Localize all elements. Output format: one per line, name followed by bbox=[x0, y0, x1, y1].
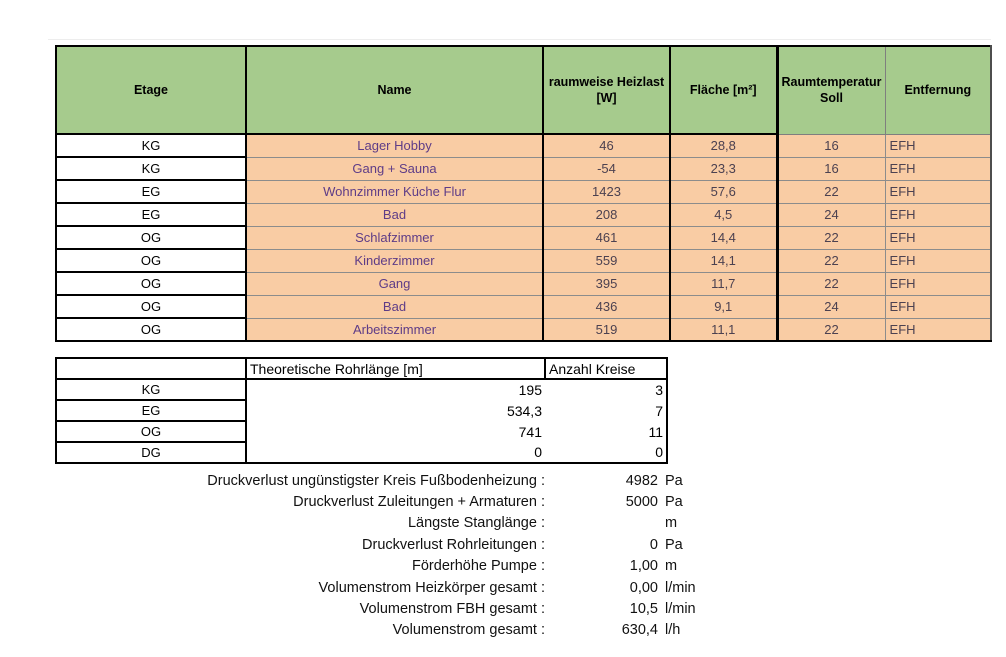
entfernung-cell[interactable]: EFH bbox=[885, 157, 991, 180]
table-row bbox=[56, 421, 667, 442]
summary-unit: l/min bbox=[665, 601, 696, 618]
name-cell[interactable]: Schlafzimmer bbox=[246, 226, 543, 249]
pipe-length-table bbox=[55, 357, 668, 464]
kreise-cell[interactable]: 7 bbox=[655, 402, 663, 419]
summary-label[interactable]: Druckverlust ungünstigster Kreis Fußbodenheizung : bbox=[207, 472, 545, 489]
col-header-name[interactable]: Name bbox=[246, 46, 543, 134]
heizlast-cell[interactable]: 395 bbox=[543, 272, 670, 295]
entfernung-cell[interactable]: EFH bbox=[885, 272, 991, 295]
raumtemperatur-cell[interactable]: 16 bbox=[777, 134, 885, 157]
heizlast-cell[interactable]: 436 bbox=[543, 295, 670, 318]
table-row bbox=[56, 379, 667, 400]
name-cell[interactable]: Gang bbox=[246, 272, 543, 295]
list-item bbox=[0, 620, 800, 641]
entfernung-cell[interactable]: EFH bbox=[885, 203, 991, 226]
etage-cell[interactable]: OG bbox=[56, 249, 246, 272]
flaeche-cell[interactable]: 11,7 bbox=[670, 272, 777, 295]
entfernung-cell[interactable]: EFH bbox=[885, 295, 991, 318]
name-cell[interactable]: Arbeitszimmer bbox=[246, 318, 543, 341]
list-item bbox=[0, 534, 800, 555]
rohrlaenge-cell[interactable]: 0 bbox=[534, 444, 542, 460]
col-header-heizlast[interactable]: raumweise Heizlast [W] bbox=[543, 46, 670, 134]
flaeche-cell[interactable]: 57,6 bbox=[670, 180, 777, 203]
etage-cell[interactable]: OG bbox=[56, 226, 246, 249]
summary-label[interactable]: Förderhöhe Pumpe : bbox=[412, 558, 545, 575]
col-header-etage[interactable]: Etage bbox=[56, 46, 246, 134]
table-row bbox=[56, 400, 667, 421]
flaeche-cell[interactable]: 9,1 bbox=[670, 295, 777, 318]
summary-value[interactable]: 10,5 bbox=[629, 601, 658, 618]
etage-cell[interactable]: OG bbox=[56, 295, 246, 318]
flaeche-cell[interactable]: 14,4 bbox=[670, 226, 777, 249]
etage-cell[interactable]: EG bbox=[56, 180, 246, 203]
summary-label[interactable]: Längste Stanglänge : bbox=[407, 515, 545, 532]
name-cell[interactable]: Kinderzimmer bbox=[246, 249, 543, 272]
etage-cell[interactable]: EG bbox=[56, 400, 246, 421]
pipe-corner-cell[interactable] bbox=[56, 358, 246, 379]
heizlast-cell[interactable]: 46 bbox=[543, 134, 670, 157]
heizlast-cell[interactable]: 519 bbox=[543, 318, 670, 341]
summary-unit: l/min bbox=[665, 579, 696, 596]
raumtemperatur-cell[interactable]: 24 bbox=[777, 203, 885, 226]
etage-cell[interactable]: KG bbox=[56, 157, 246, 180]
flaeche-cell[interactable]: 14,1 bbox=[670, 249, 777, 272]
page-top-divider bbox=[48, 39, 991, 40]
rohrlaenge-cell[interactable]: 195 bbox=[518, 382, 542, 398]
entfernung-cell[interactable]: EFH bbox=[885, 249, 991, 272]
etage-cell[interactable]: OG bbox=[56, 421, 246, 442]
table-row bbox=[56, 180, 991, 203]
col-header-anzahl-kreise[interactable]: Anzahl Kreise bbox=[545, 358, 667, 379]
rohrlaenge-cell[interactable]: 534,3 bbox=[506, 402, 542, 419]
summary-unit: Pa bbox=[665, 472, 683, 489]
entfernung-cell[interactable]: EFH bbox=[885, 180, 991, 203]
summary-label[interactable]: Volumenstrom gesamt : bbox=[392, 622, 545, 639]
name-cell[interactable]: Lager Hobby bbox=[246, 134, 543, 157]
entfernung-cell[interactable]: EFH bbox=[885, 226, 991, 249]
summary-unit: Pa bbox=[665, 494, 683, 511]
etage-cell[interactable]: OG bbox=[56, 272, 246, 295]
flaeche-cell[interactable]: 23,3 bbox=[670, 157, 777, 180]
summary-value[interactable]: 1,00 bbox=[629, 558, 658, 575]
summary-unit: l/h bbox=[665, 622, 681, 639]
list-item bbox=[0, 470, 800, 491]
table-row bbox=[56, 134, 991, 157]
summary-value[interactable]: 0 bbox=[649, 536, 658, 553]
summary-unit: m bbox=[665, 558, 678, 575]
table-row bbox=[56, 272, 991, 295]
raumtemperatur-cell[interactable]: 22 bbox=[777, 318, 885, 341]
kreise-cell[interactable]: 0 bbox=[655, 444, 663, 460]
etage-cell[interactable]: KG bbox=[56, 134, 246, 157]
summary-unit: Pa bbox=[665, 536, 683, 553]
table-row bbox=[56, 203, 991, 226]
summary-label[interactable]: Volumenstrom FBH gesamt : bbox=[359, 601, 545, 618]
table-row bbox=[56, 157, 991, 180]
raumtemperatur-cell[interactable]: 22 bbox=[777, 180, 885, 203]
table-row bbox=[56, 295, 991, 318]
summary-value[interactable]: 630,4 bbox=[621, 622, 658, 639]
name-cell[interactable]: Bad bbox=[246, 203, 543, 226]
raumtemperatur-cell[interactable]: 22 bbox=[777, 226, 885, 249]
heizlast-cell[interactable]: 559 bbox=[543, 249, 670, 272]
heizlast-cell[interactable]: -54 bbox=[543, 157, 670, 180]
col-header-raumtemperatur[interactable]: Raumtemperatur Soll bbox=[777, 46, 885, 134]
heizlast-cell[interactable]: 1423 bbox=[543, 180, 670, 203]
summary-label[interactable]: Druckverlust Zuleitungen + Armaturen : bbox=[293, 494, 545, 511]
col-header-entfernung[interactable]: Entfernung bbox=[885, 46, 991, 134]
heizlast-cell[interactable]: 208 bbox=[543, 203, 670, 226]
etage-cell[interactable]: OG bbox=[56, 318, 246, 341]
entfernung-cell[interactable]: EFH bbox=[885, 134, 991, 157]
pipe-header-row bbox=[56, 358, 667, 379]
rohrlaenge-cell[interactable]: 741 bbox=[518, 423, 542, 440]
summary-label[interactable]: Druckverlust Rohrleitungen : bbox=[362, 536, 545, 553]
table-row bbox=[56, 442, 667, 463]
etage-cell[interactable]: KG bbox=[56, 379, 246, 400]
summary-value[interactable]: 0,00 bbox=[629, 579, 658, 596]
raumtemperatur-cell[interactable]: 22 bbox=[777, 272, 885, 295]
list-item bbox=[0, 556, 800, 577]
kreise-cell[interactable]: 11 bbox=[648, 423, 663, 440]
table-row bbox=[56, 318, 991, 341]
heat-header-row bbox=[56, 46, 991, 134]
kreise-cell[interactable]: 3 bbox=[655, 382, 663, 398]
list-item bbox=[0, 598, 800, 619]
col-header-flaeche[interactable]: Fläche [m²] bbox=[670, 46, 777, 134]
summary-label[interactable]: Volumenstrom Heizkörper gesamt : bbox=[318, 579, 545, 596]
raumtemperatur-cell[interactable]: 16 bbox=[777, 157, 885, 180]
raumtemperatur-cell[interactable]: 22 bbox=[777, 249, 885, 272]
name-cell[interactable]: Bad bbox=[246, 295, 543, 318]
summary-unit: m bbox=[665, 515, 678, 532]
summary-block bbox=[0, 470, 800, 641]
entfernung-cell[interactable]: EFH bbox=[885, 318, 991, 341]
list-item bbox=[0, 577, 800, 598]
flaeche-cell[interactable]: 28,8 bbox=[670, 134, 777, 157]
list-item bbox=[0, 513, 800, 534]
summary-value[interactable]: 4982 bbox=[625, 472, 658, 489]
flaeche-cell[interactable]: 4,5 bbox=[670, 203, 777, 226]
flaeche-cell[interactable]: 11,1 bbox=[670, 318, 777, 341]
name-cell[interactable]: Wohnzimmer Küche Flur bbox=[246, 180, 543, 203]
table-row bbox=[56, 249, 991, 272]
table-row bbox=[56, 226, 991, 249]
raumtemperatur-cell[interactable]: 24 bbox=[777, 295, 885, 318]
heat-load-table bbox=[55, 45, 992, 342]
etage-cell[interactable]: DG bbox=[56, 442, 246, 463]
summary-value[interactable]: 5000 bbox=[625, 494, 658, 511]
name-cell[interactable]: Gang + Sauna bbox=[246, 157, 543, 180]
col-header-rohrlaenge[interactable]: Theoretische Rohrlänge [m] bbox=[246, 358, 545, 379]
heizlast-cell[interactable]: 461 bbox=[543, 226, 670, 249]
etage-cell[interactable]: EG bbox=[56, 203, 246, 226]
list-item bbox=[0, 491, 800, 512]
